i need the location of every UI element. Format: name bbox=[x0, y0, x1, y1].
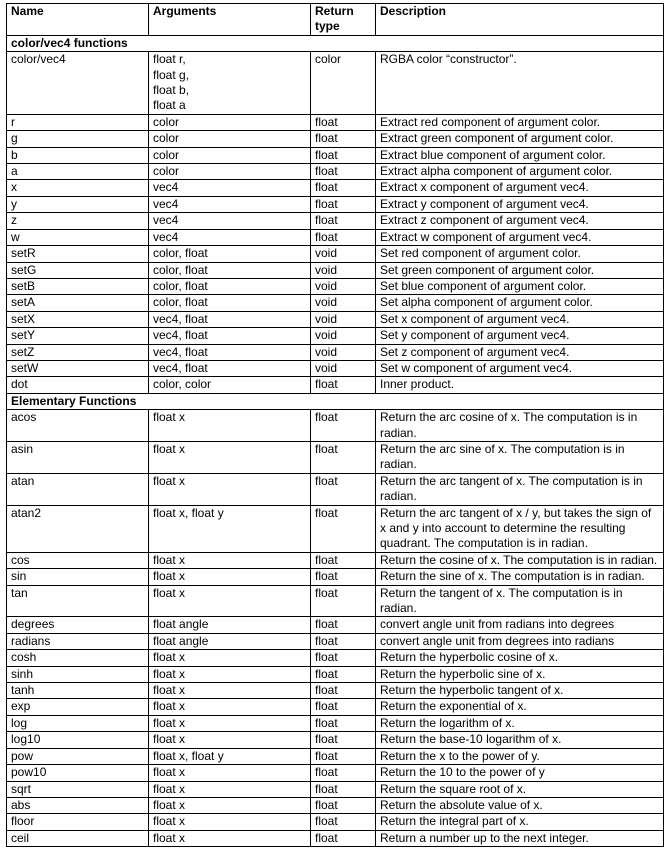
cell-arguments: float x bbox=[149, 765, 311, 781]
cell-arguments: float r, float g, float b, float a bbox=[149, 52, 311, 115]
cell-arguments: float x, float y bbox=[149, 505, 311, 552]
table-row bbox=[7, 830, 664, 846]
cell-name: atan2 bbox=[7, 505, 149, 552]
cell-name: a bbox=[7, 164, 149, 180]
cell-description: Return the exponential of x. bbox=[376, 699, 664, 715]
function-reference-table bbox=[6, 3, 664, 847]
cell-name: z bbox=[7, 213, 149, 229]
cell-description: Return the cosine of x. The computation is in radian. bbox=[376, 552, 664, 568]
cell-description: Return the absolute value of x. bbox=[376, 797, 664, 813]
cell-arguments: float x bbox=[149, 441, 311, 473]
cell-return-type: float bbox=[311, 715, 376, 731]
header-description: Description bbox=[376, 4, 664, 36]
cell-description: Set alpha component of argument color. bbox=[376, 295, 664, 311]
table-row bbox=[7, 131, 664, 147]
cell-description: Extract y component of argument vec4. bbox=[376, 196, 664, 212]
cell-name: radians bbox=[7, 633, 149, 649]
cell-arguments: color bbox=[149, 131, 311, 147]
cell-return-type: float bbox=[311, 377, 376, 393]
cell-name: sqrt bbox=[7, 781, 149, 797]
table-row bbox=[7, 633, 664, 649]
cell-return-type: float bbox=[311, 114, 376, 130]
table-row bbox=[7, 781, 664, 797]
table-row bbox=[7, 473, 664, 505]
cell-arguments: vec4, float bbox=[149, 311, 311, 327]
table-row bbox=[7, 797, 664, 813]
cell-return-type: float bbox=[311, 569, 376, 585]
cell-arguments: color, float bbox=[149, 295, 311, 311]
table-row bbox=[7, 164, 664, 180]
table-row bbox=[7, 650, 664, 666]
cell-arguments: color, float bbox=[149, 246, 311, 262]
cell-description: Inner product. bbox=[376, 377, 664, 393]
section-title: color/vec4 functions bbox=[7, 35, 664, 51]
cell-arguments: float x bbox=[149, 797, 311, 813]
section-title: Elementary Functions bbox=[7, 393, 664, 409]
cell-description: Return the arc tangent of x / y, but takes the sign of x and y into account to determine the resulting quadrant. The computation is in radian. bbox=[376, 505, 664, 552]
cell-return-type: float bbox=[311, 699, 376, 715]
cell-return-type: void bbox=[311, 278, 376, 294]
cell-return-type: void bbox=[311, 328, 376, 344]
cell-name: cosh bbox=[7, 650, 149, 666]
table-row bbox=[7, 617, 664, 633]
table-row bbox=[7, 552, 664, 568]
cell-arguments: vec4 bbox=[149, 180, 311, 196]
cell-arguments: color bbox=[149, 114, 311, 130]
cell-return-type: color bbox=[311, 52, 376, 115]
table-row bbox=[7, 114, 664, 130]
cell-description: Return the sine of x. The computation is in radian. bbox=[376, 569, 664, 585]
cell-name: b bbox=[7, 147, 149, 163]
table-row bbox=[7, 377, 664, 393]
cell-name: atan bbox=[7, 473, 149, 505]
table-row bbox=[7, 311, 664, 327]
cell-description: Extract green component of argument color. bbox=[376, 131, 664, 147]
cell-description: convert angle unit from degrees into radians bbox=[376, 633, 664, 649]
cell-description: Return the arc cosine of x. The computation is in radian. bbox=[376, 410, 664, 442]
table-row bbox=[7, 196, 664, 212]
cell-arguments: float x bbox=[149, 552, 311, 568]
cell-description: Return the hyperbolic tangent of x. bbox=[376, 683, 664, 699]
cell-description: Return the arc sine of x. The computation is in radian. bbox=[376, 441, 664, 473]
cell-return-type: float bbox=[311, 585, 376, 617]
cell-arguments: float angle bbox=[149, 617, 311, 633]
table-row bbox=[7, 147, 664, 163]
header-name: Name bbox=[7, 4, 149, 36]
table-body bbox=[7, 35, 664, 846]
cell-return-type: float bbox=[311, 732, 376, 748]
cell-name: floor bbox=[7, 814, 149, 830]
table-row bbox=[7, 585, 664, 617]
cell-arguments: vec4 bbox=[149, 229, 311, 245]
table-row bbox=[7, 748, 664, 764]
cell-name: sin bbox=[7, 569, 149, 585]
cell-return-type: float bbox=[311, 147, 376, 163]
cell-arguments: float angle bbox=[149, 633, 311, 649]
cell-name: setZ bbox=[7, 344, 149, 360]
cell-return-type: float bbox=[311, 131, 376, 147]
cell-description: Set z component of argument vec4. bbox=[376, 344, 664, 360]
table-row bbox=[7, 569, 664, 585]
cell-name: cos bbox=[7, 552, 149, 568]
cell-description: Set w component of argument vec4. bbox=[376, 360, 664, 376]
cell-return-type: float bbox=[311, 617, 376, 633]
table-row bbox=[7, 344, 664, 360]
cell-description: Extract blue component of argument color. bbox=[376, 147, 664, 163]
cell-return-type: void bbox=[311, 262, 376, 278]
cell-return-type: float bbox=[311, 213, 376, 229]
cell-description: Return the hyperbolic sine of x. bbox=[376, 666, 664, 682]
cell-arguments: float x bbox=[149, 666, 311, 682]
table-row bbox=[7, 505, 664, 552]
cell-arguments: vec4, float bbox=[149, 328, 311, 344]
cell-name: ceil bbox=[7, 830, 149, 846]
cell-description: Return the logarithm of x. bbox=[376, 715, 664, 731]
table-row bbox=[7, 765, 664, 781]
cell-name: g bbox=[7, 131, 149, 147]
cell-return-type: float bbox=[311, 650, 376, 666]
cell-arguments: float x, float y bbox=[149, 748, 311, 764]
section-header-row bbox=[7, 35, 664, 51]
cell-name: setX bbox=[7, 311, 149, 327]
table-row bbox=[7, 814, 664, 830]
table-row bbox=[7, 328, 664, 344]
table-row bbox=[7, 180, 664, 196]
cell-return-type: float bbox=[311, 505, 376, 552]
cell-return-type: float bbox=[311, 164, 376, 180]
cell-description: Extract red component of argument color. bbox=[376, 114, 664, 130]
cell-description: Return the arc tangent of x. The computation is in radian. bbox=[376, 473, 664, 505]
table-row bbox=[7, 666, 664, 682]
cell-return-type: void bbox=[311, 344, 376, 360]
table-row bbox=[7, 699, 664, 715]
cell-name: asin bbox=[7, 441, 149, 473]
cell-return-type: float bbox=[311, 666, 376, 682]
cell-name: r bbox=[7, 114, 149, 130]
table-row bbox=[7, 410, 664, 442]
cell-name: x bbox=[7, 180, 149, 196]
cell-return-type: float bbox=[311, 765, 376, 781]
cell-name: pow10 bbox=[7, 765, 149, 781]
cell-name: color/vec4 bbox=[7, 52, 149, 115]
cell-name: acos bbox=[7, 410, 149, 442]
cell-description: RGBA color “constructor”. bbox=[376, 52, 664, 115]
cell-arguments: float x bbox=[149, 830, 311, 846]
cell-return-type: float bbox=[311, 229, 376, 245]
table-row bbox=[7, 52, 664, 115]
cell-description: Return the integral part of x. bbox=[376, 814, 664, 830]
table-row bbox=[7, 360, 664, 376]
cell-return-type: float bbox=[311, 441, 376, 473]
cell-arguments: float x bbox=[149, 585, 311, 617]
cell-name: abs bbox=[7, 797, 149, 813]
header-arguments: Arguments bbox=[149, 4, 311, 36]
cell-name: setR bbox=[7, 246, 149, 262]
table-row bbox=[7, 278, 664, 294]
cell-return-type: void bbox=[311, 295, 376, 311]
cell-arguments: color, color bbox=[149, 377, 311, 393]
cell-return-type: float bbox=[311, 830, 376, 846]
header-return-type: Return type bbox=[311, 4, 376, 36]
cell-return-type: float bbox=[311, 410, 376, 442]
cell-return-type: float bbox=[311, 781, 376, 797]
cell-arguments: vec4 bbox=[149, 213, 311, 229]
cell-name: log10 bbox=[7, 732, 149, 748]
cell-description: Set y component of argument vec4. bbox=[376, 328, 664, 344]
cell-name: sinh bbox=[7, 666, 149, 682]
cell-return-type: void bbox=[311, 360, 376, 376]
cell-arguments: float x bbox=[149, 569, 311, 585]
cell-description: Extract w component of argument vec4. bbox=[376, 229, 664, 245]
cell-name: log bbox=[7, 715, 149, 731]
cell-name: pow bbox=[7, 748, 149, 764]
table-row bbox=[7, 683, 664, 699]
cell-description: Set red component of argument color. bbox=[376, 246, 664, 262]
cell-name: setG bbox=[7, 262, 149, 278]
table-row bbox=[7, 295, 664, 311]
cell-description: Return the tangent of x. The computation is in radian. bbox=[376, 585, 664, 617]
cell-arguments: float x bbox=[149, 814, 311, 830]
cell-description: Extract alpha component of argument color. bbox=[376, 164, 664, 180]
cell-arguments: color bbox=[149, 147, 311, 163]
table-row bbox=[7, 732, 664, 748]
cell-name: setY bbox=[7, 328, 149, 344]
cell-description: Return the square root of x. bbox=[376, 781, 664, 797]
cell-name: setB bbox=[7, 278, 149, 294]
cell-name: w bbox=[7, 229, 149, 245]
cell-return-type: float bbox=[311, 633, 376, 649]
cell-arguments: float x bbox=[149, 410, 311, 442]
cell-description: Extract z component of argument vec4. bbox=[376, 213, 664, 229]
cell-description: Return a number up to the next integer. bbox=[376, 830, 664, 846]
cell-return-type: void bbox=[311, 311, 376, 327]
table-row bbox=[7, 715, 664, 731]
cell-return-type: float bbox=[311, 196, 376, 212]
cell-name: setW bbox=[7, 360, 149, 376]
cell-name: dot bbox=[7, 377, 149, 393]
cell-arguments: float x bbox=[149, 683, 311, 699]
cell-description: Return the 10 to the power of y bbox=[376, 765, 664, 781]
cell-description: Return the x to the power of y. bbox=[376, 748, 664, 764]
cell-name: degrees bbox=[7, 617, 149, 633]
cell-name: tanh bbox=[7, 683, 149, 699]
cell-return-type: float bbox=[311, 473, 376, 505]
cell-name: y bbox=[7, 196, 149, 212]
cell-arguments: vec4, float bbox=[149, 344, 311, 360]
cell-return-type: float bbox=[311, 683, 376, 699]
cell-name: tan bbox=[7, 585, 149, 617]
header-row bbox=[7, 4, 664, 36]
cell-arguments: color, float bbox=[149, 278, 311, 294]
cell-arguments: float x bbox=[149, 699, 311, 715]
cell-description: Set x component of argument vec4. bbox=[376, 311, 664, 327]
table-row bbox=[7, 441, 664, 473]
cell-description: Set green component of argument color. bbox=[376, 262, 664, 278]
cell-name: setA bbox=[7, 295, 149, 311]
cell-return-type: float bbox=[311, 748, 376, 764]
section-header-row bbox=[7, 393, 664, 409]
cell-name: exp bbox=[7, 699, 149, 715]
table-row bbox=[7, 229, 664, 245]
cell-arguments: float x bbox=[149, 781, 311, 797]
cell-return-type: float bbox=[311, 797, 376, 813]
cell-return-type: float bbox=[311, 814, 376, 830]
cell-description: Set blue component of argument color. bbox=[376, 278, 664, 294]
table-row bbox=[7, 246, 664, 262]
cell-arguments: float x bbox=[149, 650, 311, 666]
cell-description: Extract x component of argument vec4. bbox=[376, 180, 664, 196]
cell-arguments: vec4 bbox=[149, 196, 311, 212]
cell-description: Return the base-10 logarithm of x. bbox=[376, 732, 664, 748]
cell-arguments: vec4, float bbox=[149, 360, 311, 376]
cell-return-type: float bbox=[311, 180, 376, 196]
table-row bbox=[7, 213, 664, 229]
cell-description: convert angle unit from radians into degrees bbox=[376, 617, 664, 633]
cell-arguments: color, float bbox=[149, 262, 311, 278]
cell-return-type: void bbox=[311, 246, 376, 262]
cell-arguments: float x bbox=[149, 473, 311, 505]
cell-arguments: float x bbox=[149, 715, 311, 731]
cell-arguments: color bbox=[149, 164, 311, 180]
cell-return-type: float bbox=[311, 552, 376, 568]
cell-description: Return the hyperbolic cosine of x. bbox=[376, 650, 664, 666]
cell-arguments: float x bbox=[149, 732, 311, 748]
table-row bbox=[7, 262, 664, 278]
